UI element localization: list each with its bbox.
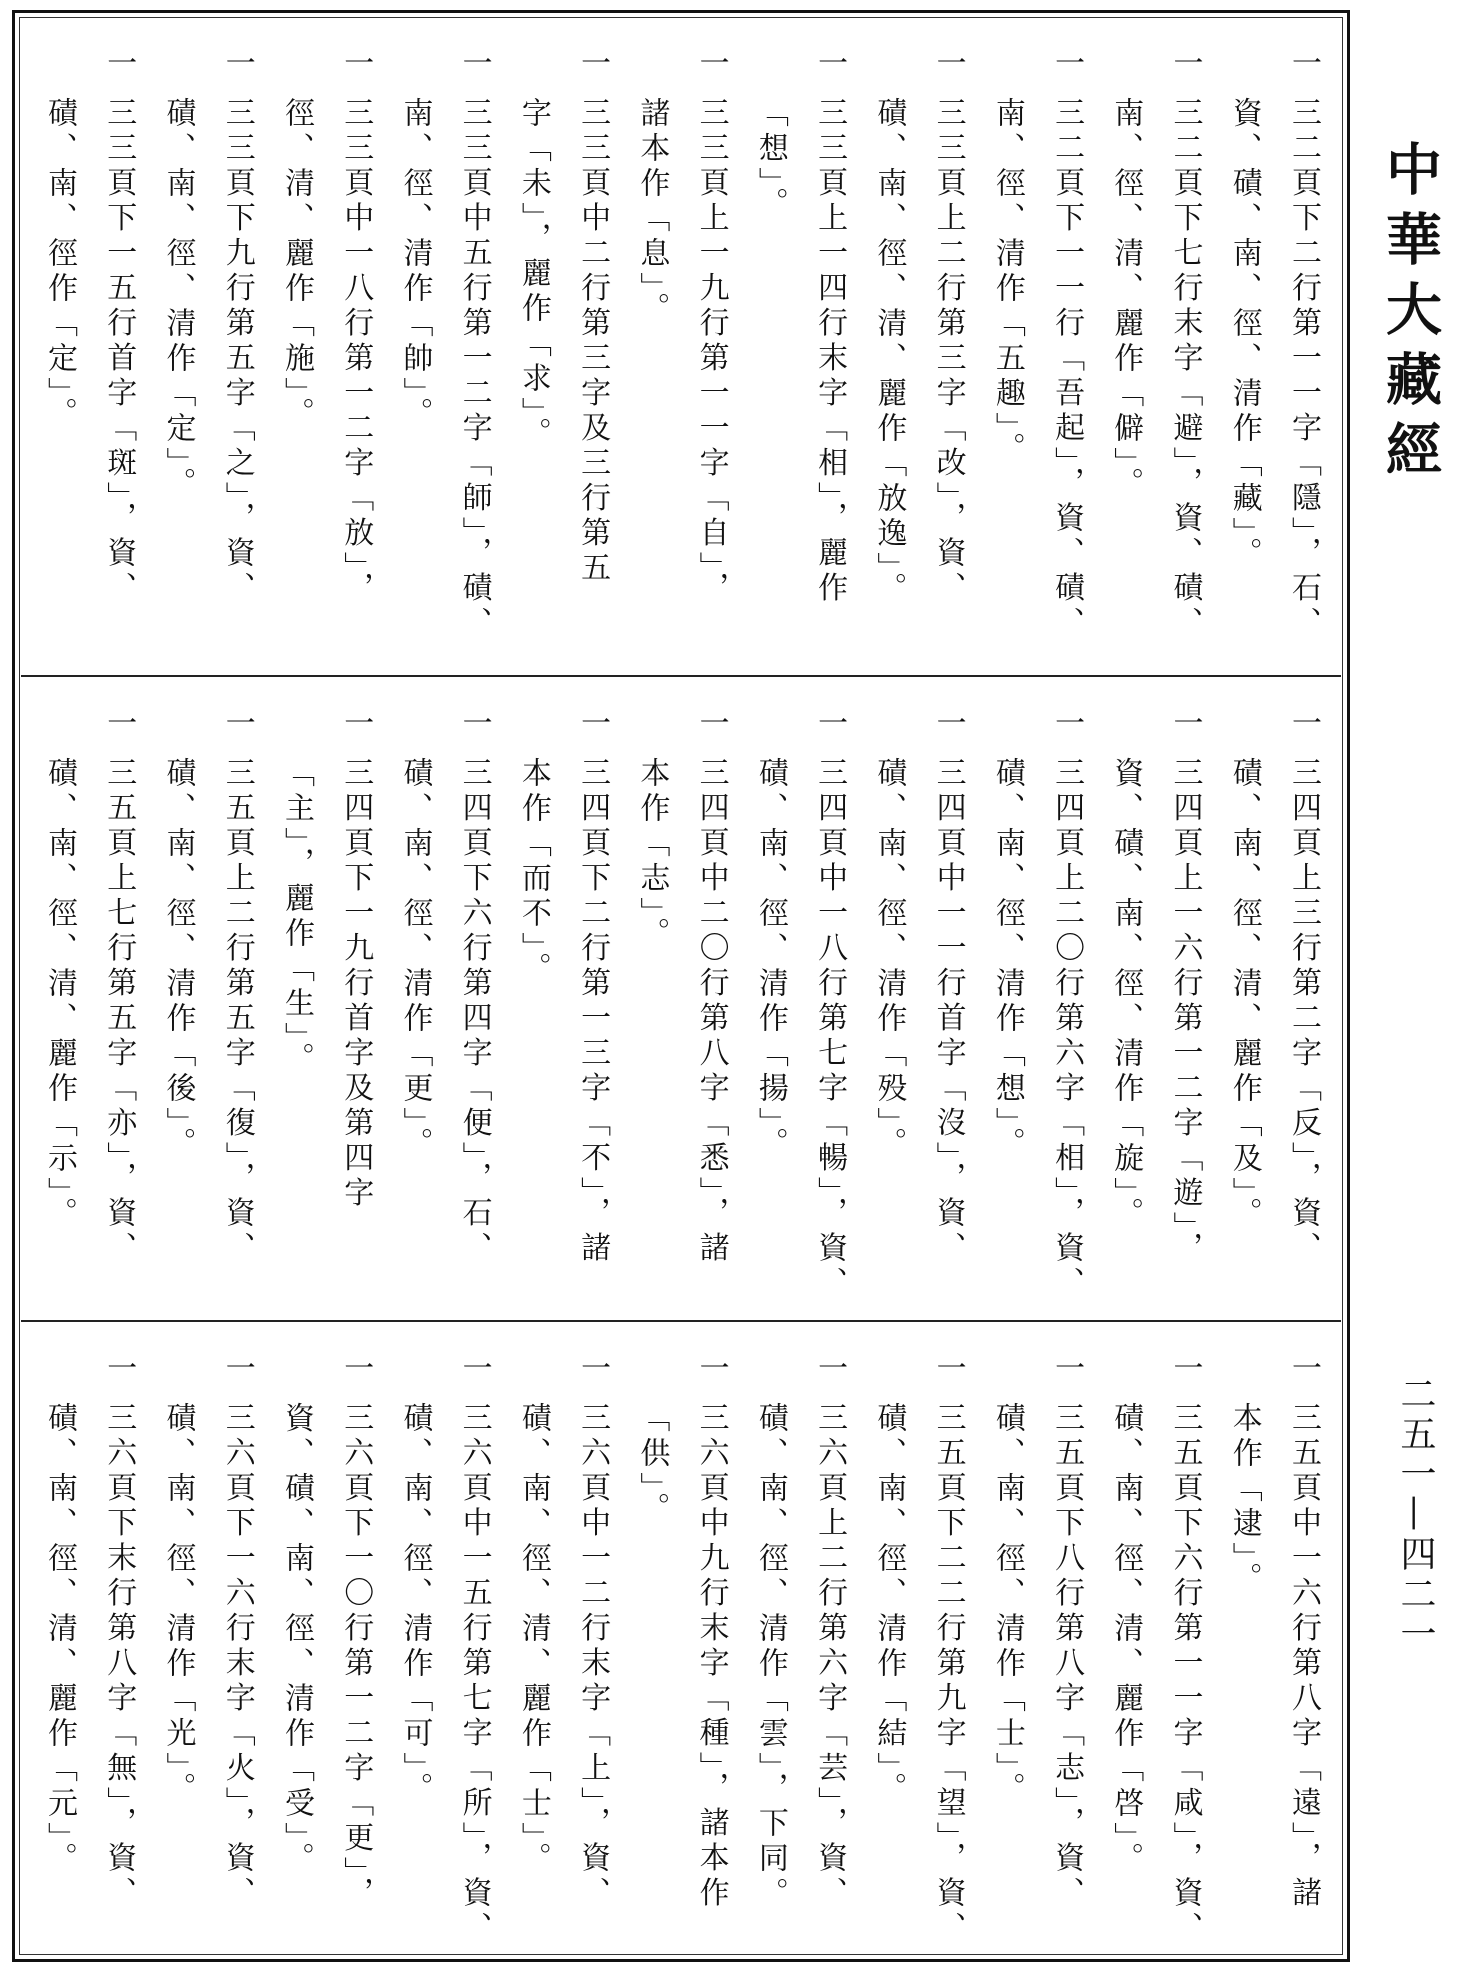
text-column: 一 三二頁下七行末字「避」，資、磧、 (1167, 47, 1203, 642)
text-column: 「想」。 (752, 97, 788, 222)
text-column: 磧、南、徑、清、麗作「示」。 (42, 757, 77, 1232)
text-column: 南、徑、清作「五趣」。 (989, 97, 1025, 467)
text-column: 一 三六頁下一六行末字「火」，資、 (219, 1352, 255, 1912)
register-top (21, 19, 1341, 674)
text-column: 一 三三頁上二行第三字「改」，資、 (930, 47, 966, 607)
text-column: 本作「而不」。 (515, 757, 551, 987)
text-column: 磧、南、徑、清作「結」。 (871, 1402, 907, 1807)
text-column: 一 三四頁下一九行首字及第四字 (338, 707, 374, 1212)
divider-top (21, 675, 1341, 677)
text-column: 磧、南、徑、清作「定」。 (160, 97, 196, 502)
sutra-title: 中華大藏經 (1377, 140, 1443, 490)
text-column: 磧、南、徑、清作「殁」。 (871, 757, 907, 1162)
text-column: 一 三二頁下一一行「吾起」，資、磧、 (1049, 47, 1085, 642)
register-middle (21, 679, 1341, 1319)
page-frame (12, 10, 1350, 1962)
text-column: 一 三四頁中二〇行第八字「悉」，諸 (693, 707, 729, 1267)
text-column: 一 三二頁下二行第一一字「隱」，石、 (1286, 47, 1321, 642)
text-column: 一 三五頁中一六行第八字「遠」，諸 (1286, 1352, 1321, 1912)
text-column: 資、磧、南、徑、清作「藏」。 (1226, 97, 1262, 572)
text-column: 磧、南、徑、清、麗作「啓」。 (1108, 1402, 1144, 1877)
text-column: 磧、南、徑、清作「可」。 (397, 1402, 433, 1807)
text-column: 諸本作「息」。 (634, 97, 670, 327)
text-column: 一 三六頁下末行第八字「無」，資、 (101, 1352, 137, 1912)
text-column: 磧、南、徑、清作「士」。 (989, 1402, 1025, 1807)
text-column: 一 三三頁上一九行第一一字「自」， (693, 47, 729, 607)
text-column: 一 三四頁上三行第二字「反」，資、 (1286, 707, 1321, 1267)
text-column: 磧、南、徑、清作「更」。 (397, 757, 433, 1162)
text-column: 一 三六頁中九行末字「種」，諸本作 (693, 1352, 729, 1912)
register-bottom (21, 1324, 1341, 1954)
text-column: 磧、南、徑、清作「揚」。 (752, 757, 788, 1162)
text-column: 一 三五頁下二二行第九字「望」，資、 (930, 1352, 966, 1947)
text-column: 磧、南、徑、清作「雲」，下同。 (752, 1402, 788, 1912)
text-column: 本作「逮」。 (1226, 1402, 1262, 1597)
text-column: 「供」。 (634, 1402, 670, 1527)
text-column: 一 三三頁中一八行第一二字「放」， (338, 47, 374, 607)
text-column: 一 三三頁上一四行末字「相」，麗作 (812, 47, 848, 607)
text-column: 一 三三頁下九行第五字「之」，資、 (219, 47, 255, 607)
text-column: 一 三三頁下一五行首字「斑」，資、 (101, 47, 137, 607)
text-column: 一 三六頁中一二行末字「上」，資、 (575, 1352, 611, 1912)
text-column: 磧、南、徑、清作「想」。 (989, 757, 1025, 1162)
text-column: 磧、南、徑、清作「後」。 (160, 757, 196, 1162)
text-column: 一 三六頁中一五行第七字「所」，資、 (456, 1352, 492, 1947)
text-column: 一 三六頁下一〇行第一二字「更」， (338, 1352, 374, 1912)
page-number: 二五一—四二一 (1395, 1375, 1436, 1655)
text-column: 磧、南、徑作「定」。 (42, 97, 77, 432)
text-column: 磧、南、徑、清、麗作「元」。 (42, 1402, 77, 1877)
text-column: 磧、南、徑、清、麗作「放逸」。 (871, 97, 907, 607)
text-column: 資、磧、南、徑、清作「受」。 (278, 1402, 314, 1877)
text-column: 磧、南、徑、清、麗作「及」。 (1226, 757, 1262, 1232)
text-column: 一 三四頁中一一行首字「沒」，資、 (930, 707, 966, 1267)
text-column: 一 三五頁上二行第五字「復」，資、 (219, 707, 255, 1267)
text-column: 「主」，麗作「生」。 (278, 757, 314, 1077)
text-column: 一 三四頁中一八行第七字「暢」，資、 (812, 707, 848, 1302)
text-column: 磧、南、徑、清、麗作「士」。 (515, 1402, 551, 1877)
text-column: 一 三三頁中五行第一二字「師」，磧、 (456, 47, 492, 642)
text-column: 南、徑、清、麗作「僻」。 (1108, 97, 1144, 502)
text-column: 磧、南、徑、清作「光」。 (160, 1402, 196, 1807)
text-column: 一 三五頁上七行第五字「亦」，資、 (101, 707, 137, 1267)
text-column: 本作「志」。 (634, 757, 670, 952)
text-column: 一 三三頁中二行第三字及三行第五 (575, 47, 611, 587)
text-column: 徑、清、麗作「施」。 (278, 97, 314, 432)
text-column: 一 三四頁上二〇行第六字「相」，資、 (1049, 707, 1085, 1302)
text-column: 一 三四頁下六行第四字「便」，石、 (456, 707, 492, 1267)
text-column: 一 三四頁下二行第一三字「不」，諸 (575, 707, 611, 1267)
divider-bottom (21, 1320, 1341, 1322)
text-column: 南、徑、清作「帥」。 (397, 97, 433, 432)
text-column: 一 三四頁上一六行第一二字「遊」， (1167, 707, 1203, 1267)
text-column: 一 三五頁下八行第八字「志」，資、 (1049, 1352, 1085, 1912)
text-column: 字「未」，麗作「求」。 (515, 97, 551, 452)
text-column: 資、磧、南、徑、清作「旋」。 (1108, 757, 1144, 1232)
text-column: 一 三五頁下六行第一一字「咸」，資、 (1167, 1352, 1203, 1947)
text-column: 一 三六頁上二行第六字「芸」，資、 (812, 1352, 848, 1912)
